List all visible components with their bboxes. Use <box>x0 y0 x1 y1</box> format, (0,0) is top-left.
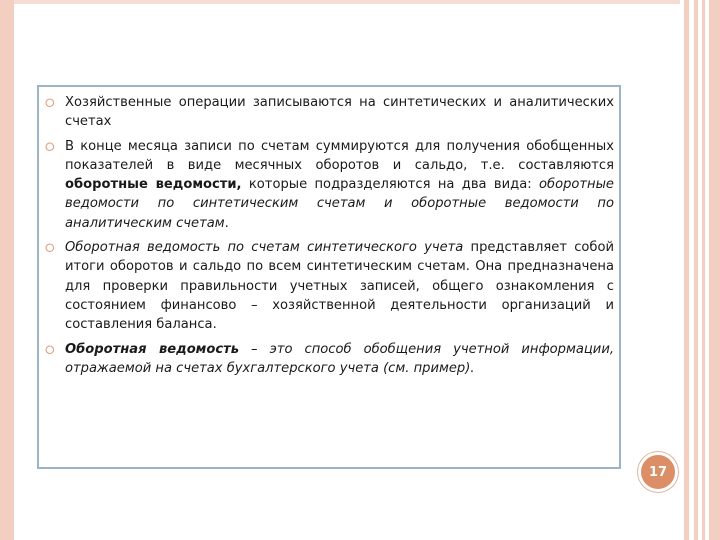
list-item <box>39 93 619 132</box>
item-text: Хозяйственные операции записываются на синтетических и аналитических счетах <box>65 95 614 130</box>
item-text-italic: Оборотная ведомость по счетам синтетического учета <box>65 240 464 256</box>
item-text: . <box>224 215 229 231</box>
top-frame-line <box>14 0 680 4</box>
list-item <box>39 137 619 233</box>
item-text: представляет собой итоги оборотов и сальдо по всем синтетическим счетам. Она предназначена для проверки правильности учетных записей, общего ознакомления с состоянием финансово – хозяйственной деятельности организаций и составления баланса. <box>65 240 614 333</box>
item-text: которые подразделяются на два вида: <box>241 177 539 193</box>
left-frame-band <box>0 0 14 540</box>
item-text-italic: оборотные ведомости по синтетическим счетам и оборотные ведомости по аналитическим счетам <box>65 177 614 231</box>
bullet-list <box>39 87 619 378</box>
list-item <box>39 340 619 379</box>
list-item <box>39 238 619 334</box>
item-text-italic: – это способ обобщения учетной информации, отражаемой на счетах бухгалтерского учета (см. пример). <box>65 341 614 376</box>
target-bullet-icon: ⭘ <box>45 342 55 357</box>
item-text-bold: оборотные ведомости, <box>65 177 242 193</box>
page-number: 17 <box>648 464 668 480</box>
item-text: В конце месяца записи по счетам суммируются для получения обобщенных показателей в виде месячных оборотов и сальдо, т.е. составляются <box>65 138 614 173</box>
target-bullet-icon: ⭘ <box>45 139 55 154</box>
right-frame-stripes <box>680 0 720 540</box>
page-number-badge <box>638 452 678 492</box>
item-text-bold-italic: Оборотная ведомость <box>65 341 240 357</box>
target-bullet-icon: ⭘ <box>45 241 55 256</box>
target-bullet-icon: ⭘ <box>45 96 55 110</box>
content-box <box>37 85 621 469</box>
